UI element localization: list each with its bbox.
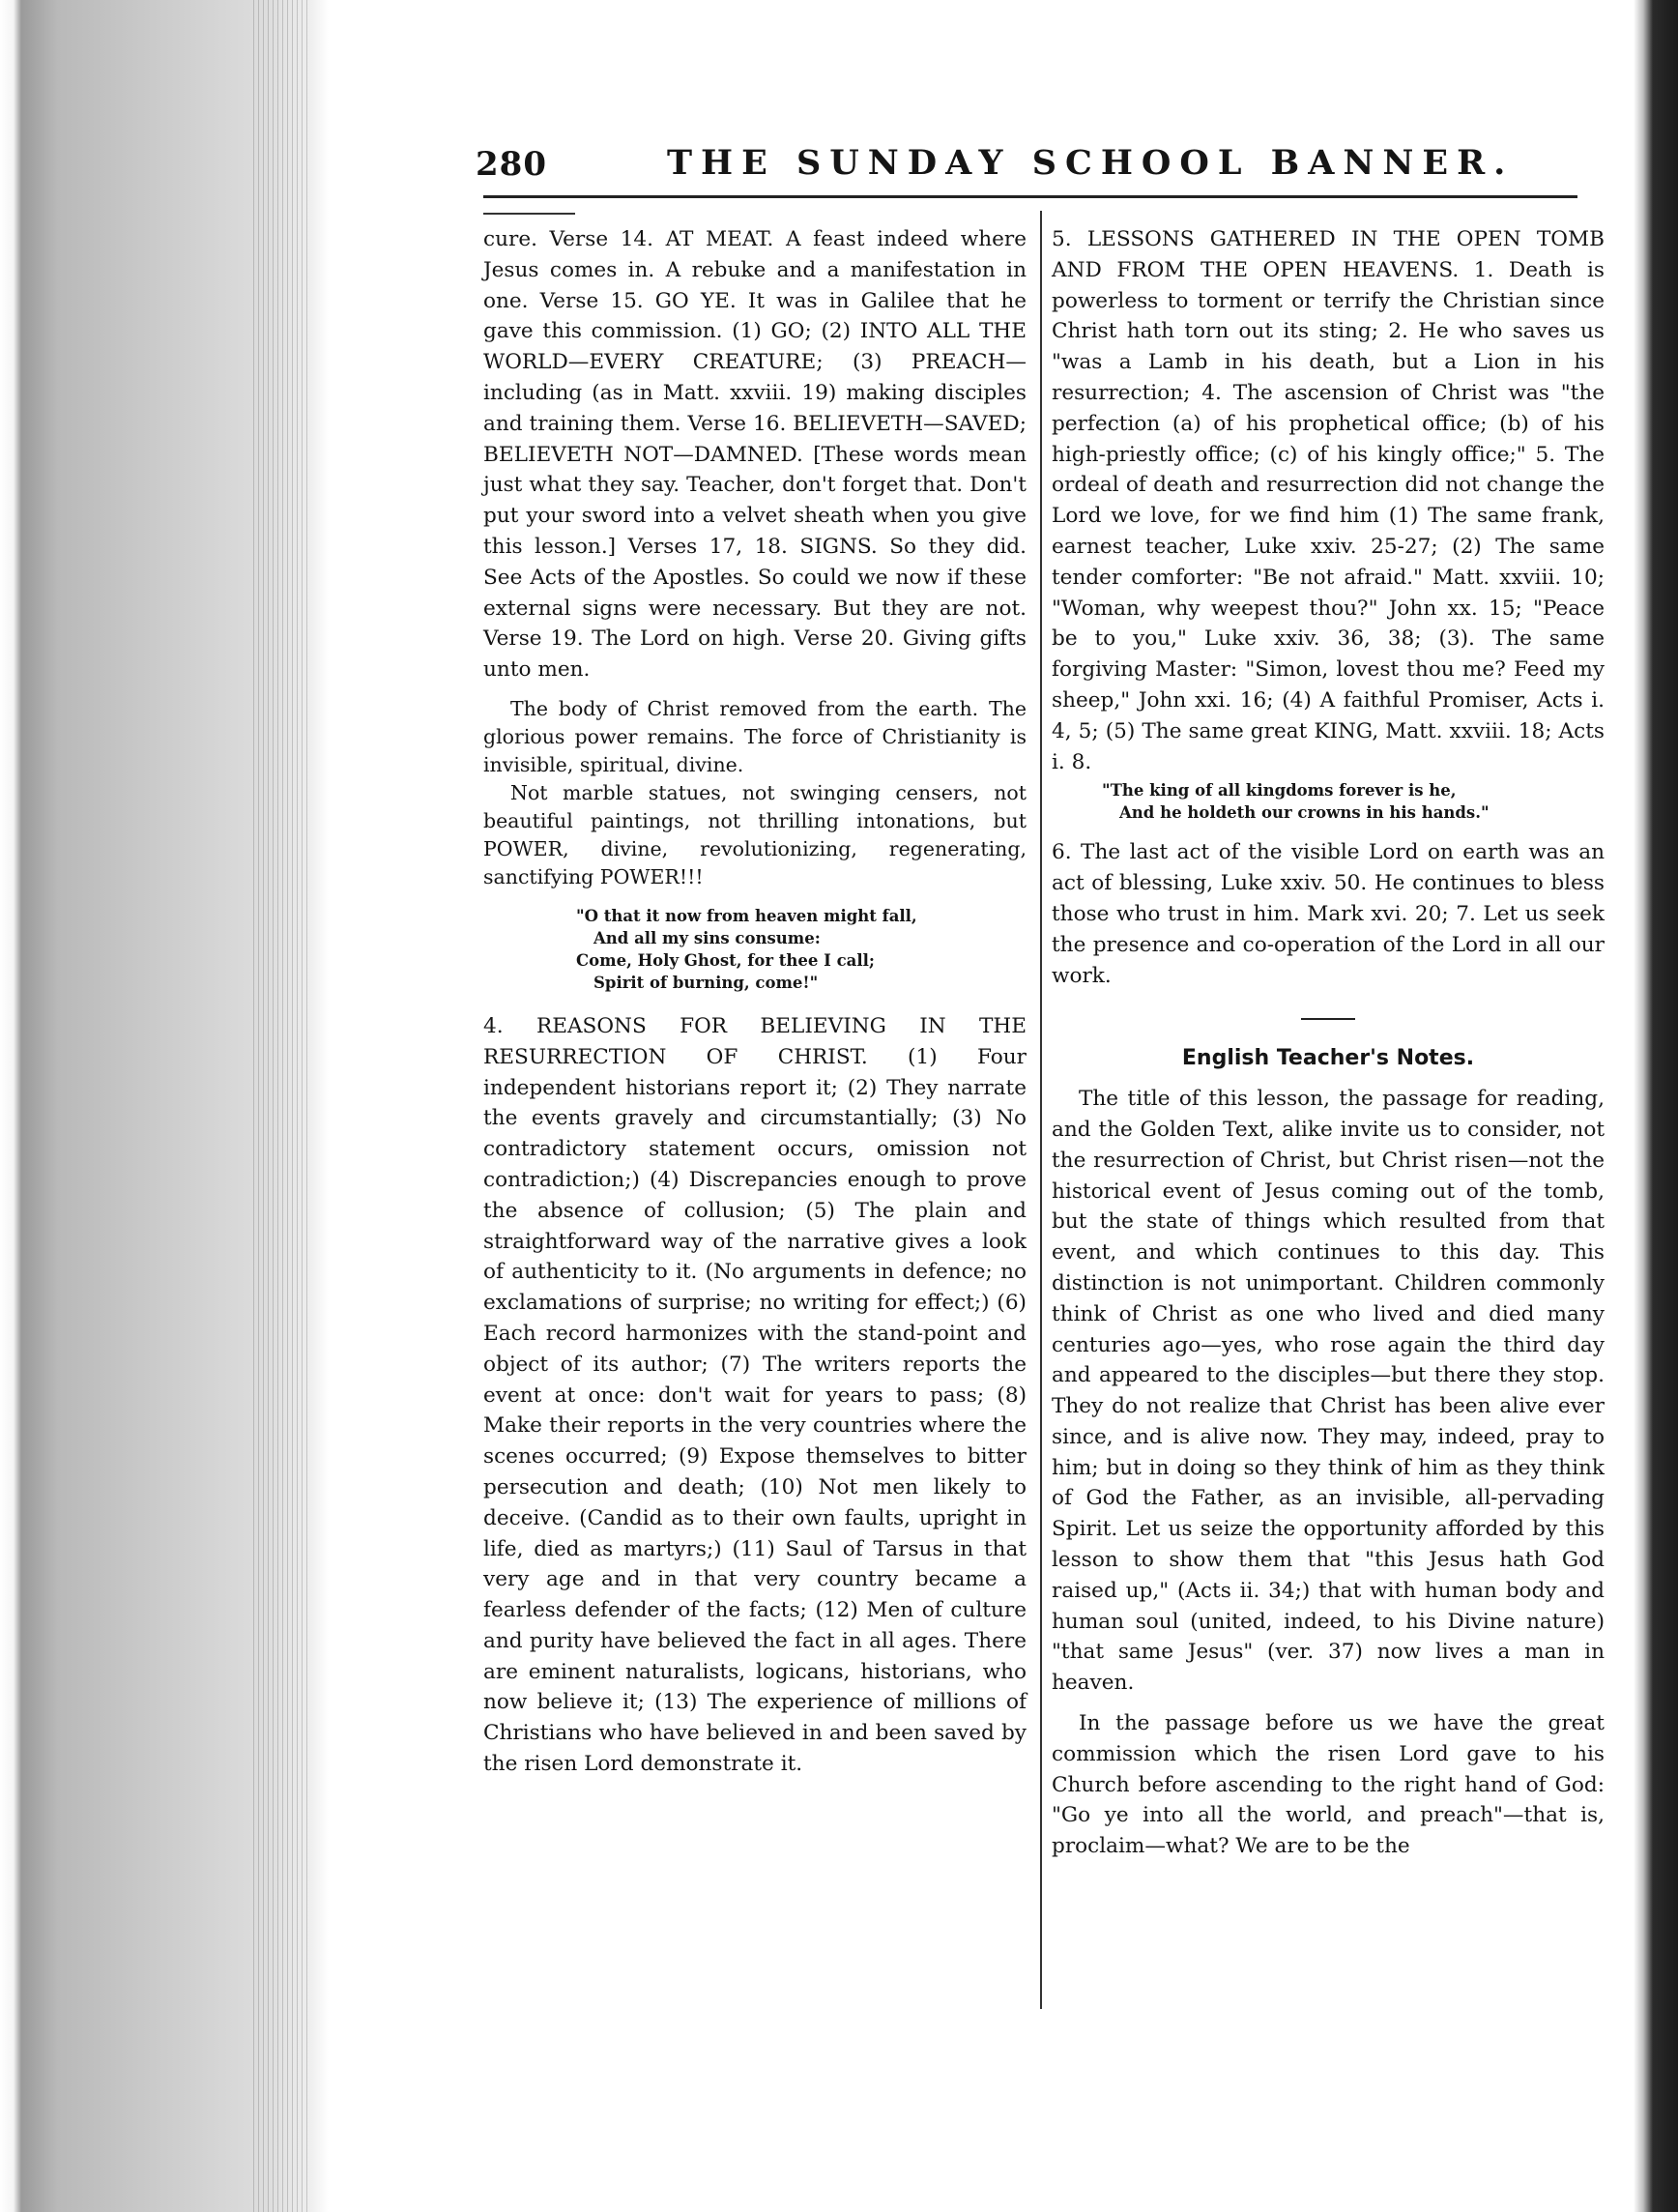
paragraph-power: Not marble statues, not swinging censers, not beautiful paintings, not thrilling intonations, but POWER, divine, revolutionizing, regenerating, sanctifying POWER!!!	[483, 780, 1027, 888]
running-title: THE SUNDAY SCHOOL BANNER.	[667, 143, 1515, 183]
paragraph-teacher-notes: The title of this lesson, the passage for reading, and the Golden Text, alike invite us to consider, not the resurrection of Christ, but Christ risen—not the historical event of Jesus coming out of the tomb, but the state of things which resulted from that event, and which continues to this day. This distinction is not unimportant. Children commonly think of Christ as one who lived and died many centuries ago—yes, who rose again the third day and appeared to the disciples—but there they stop. They do not realize that Christ has been alive ever since, and is alive now. They may, indeed, pray to him; but in doing so they think of him as they think of God the Father, as an invisible, all-pervading Spirit. Let us seize the opportunity afforded by this lesson to show them that "this Jesus hath God raised up," (Acts ii. 34;) that with human body and human soul (united, indeed, to his Divine nature) "that same Jesus" (ver. 37) now lives a man in heaven.	[1052, 1087, 1605, 1696]
verse-quote	[1102, 779, 1605, 824]
hymn-line: And all my sins consume:	[593, 928, 821, 947]
left-column	[483, 224, 1027, 1780]
section-separator	[1301, 1018, 1355, 1020]
paragraph-great-commission: In the passage before us we have the great commission which the risen Lord gave to his Church before ascending to the right hand of God: "Go ye into all the world, and preach"—that is, proclaim—what? We are to be the	[1052, 1711, 1605, 1859]
column-divider	[1040, 211, 1042, 2009]
section-title: English Teacher's Notes.	[1181, 1046, 1475, 1071]
verse-line: "The king of all kingdoms forever is he,	[1102, 781, 1457, 800]
right-column	[1052, 224, 1605, 1862]
page-number: 280	[476, 145, 547, 184]
hymn-quote	[576, 905, 1027, 994]
paragraph-body-of-christ: The body of Christ removed from the earth. The glorious power remains. The force of Christianity is invisible, spiritual, divine.	[483, 696, 1027, 776]
paragraph-verse-notes: cure. Verse 14. AT MEAT. A feast indeed where Jesus comes in. A rebuke and a manifestation in one. Verse 15. GO YE. It was in Galilee that he gave this commission. (1) GO; (2) INTO ALL THE WORLD—EVERY CREATURE; (3) PREACH—including (as in Matt. xxviii. 19) making disciples and training them. Verse 16. BELIEVETH—SAVED; BELIEVETH NOT—DAMNED. [These words mean just what they say. Teacher, don't forget that. Don't put your sword into a velvet sheath when you give this lesson.] Verses 17, 18. SIGNS. So they did. See Acts of the Apostles. So could we now if these external signs were necessary. But they are not. Verse 19. The Lord on high. Verse 20. Giving gifts unto men.	[483, 227, 1027, 683]
header-rule	[483, 195, 1577, 198]
paragraph-last-act: 6. The last act of the visible Lord on earth was an act of blessing, Luke xxiv. 50. He continues to bless those who trust in him. Mark xvi. 20; 7. Let us seek the presence and co-operation of the Lord in all our work.	[1052, 840, 1605, 988]
hymn-line: "O that it now from heaven might fall,	[576, 906, 917, 925]
hymn-line: Spirit of burning, come!"	[593, 973, 819, 992]
hymn-line: Come, Holy Ghost, for thee I call;	[576, 950, 875, 970]
verse-line: And he holdeth our crowns in his hands."	[1119, 803, 1490, 823]
paragraph-lessons-gathered: 5. LESSONS GATHERED IN THE OPEN TOMB AND FROM THE OPEN HEAVENS. 1. Death is powerless to torment or terrify the Christian since Christ hath torn out its sting; 2. He who saves us "was a Lamb in his death, but a Lion in his resurrection; 4. The ascension of Christ was "the perfection (a) of his prophetical office; (b) of his high-priestly office; (c) of his kingly office;" 5. The ordeal of death and resurrection did not change the Lord we love, for we find him (1) The same frank, earnest teacher, Luke xxiv. 25-27; (2) The same tender comforter: "Be not afraid." Matt. xxviii. 10; "Woman, why weepest thou?" John xx. 15; "Peace be to you," Luke xxiv. 36, 38; (3). The same forgiving Master: "Simon, lovest thou me? Feed my sheep," John xxi. 16; (4) A faithful Promiser, Acts i. 4, 5; (5) The same great KING, Matt. xxviii. 18; Acts i. 8.	[1052, 227, 1605, 774]
scan-border	[1634, 0, 1678, 2212]
column-top-rule	[483, 213, 575, 215]
page-edges	[253, 0, 311, 2212]
paragraph-reasons-resurrection: 4. REASONS FOR BELIEVING IN THE RESURRECTION OF CHRIST. (1) Four independent historians report it; (2) They narrate the events gravely and circumstantially; (3) No contradictory statement occurs, omission not contradiction;) (4) Discrepancies enough to prove the absence of collusion; (5) The plain and straightforward way of the narrative gives a look of authenticity to it. (No arguments in defence; no exclamations of surprise; no writing for effect;) (6) Each record harmonizes with the stand-point and object of its author; (7) The writers reports the event at once: don't wait for years to pass; (8) Make their reports in the very countries where the scenes occurred; (9) Expose themselves to bitter persecution and death; (10) Not men likely to deceive. (Candid as to their own faults, upright in life, died as martyrs;) (11) Saul of Tarsus in that very age and in that very country became a fearless defender of the facts; (12) Men of culture and purity have believed the fact in all ages. There are eminent naturalists, logicans, historians, who now believe it; (13) The experience of millions of Christians who have believed in and been saved by the risen Lord demonstrate it.	[483, 1013, 1027, 1777]
